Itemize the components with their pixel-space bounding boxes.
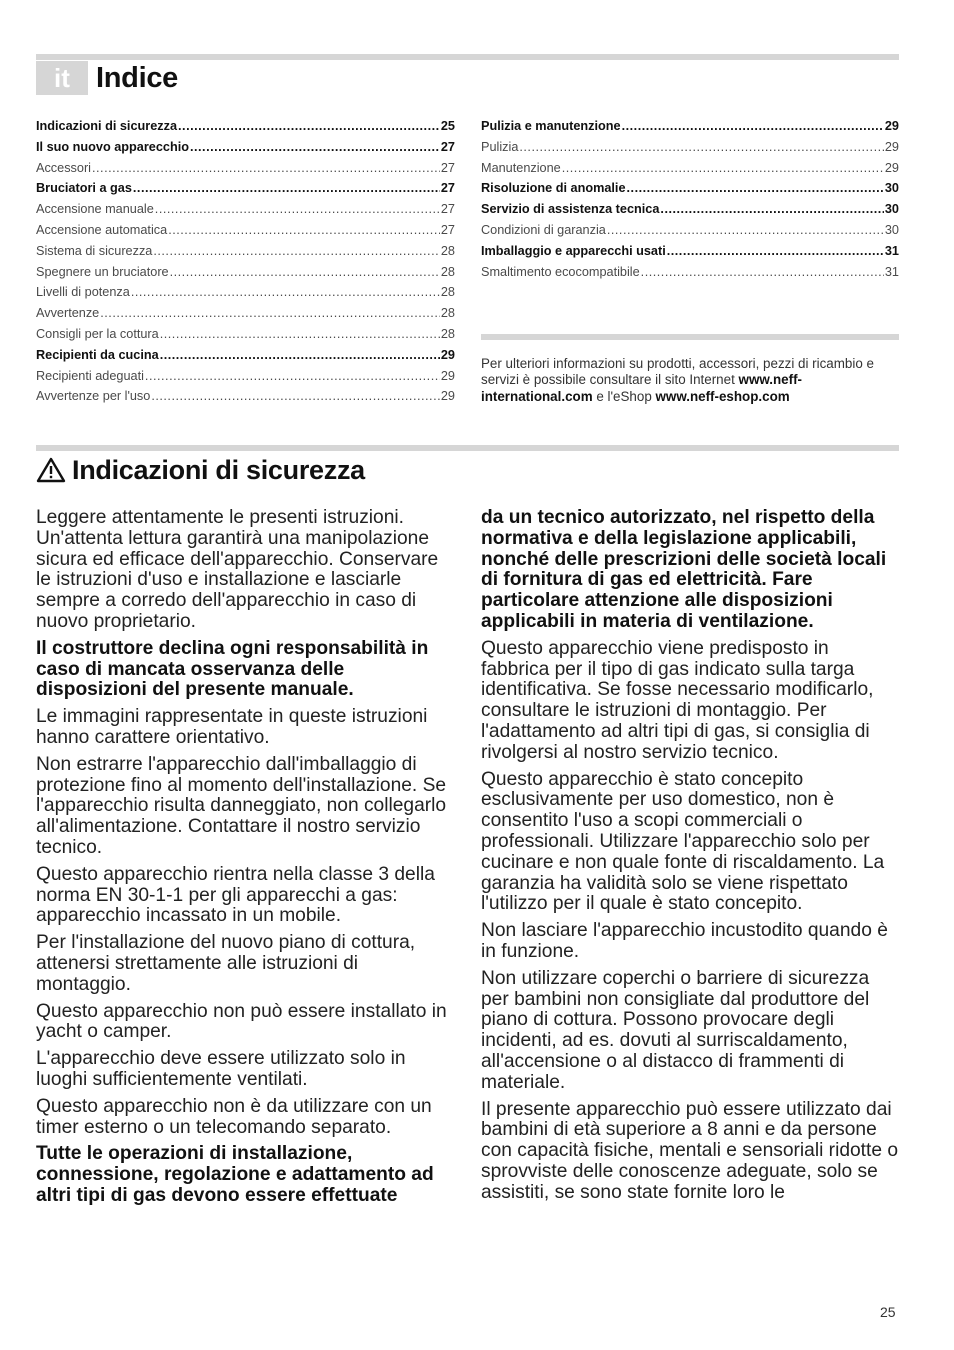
toc-dot-leader [168, 220, 440, 241]
toc-entry[interactable] [36, 158, 455, 179]
page-title: Indice [96, 62, 178, 94]
toc-entry-page: 28 [440, 264, 455, 279]
toc-left-column [36, 116, 455, 407]
toc-entry-page: 27 [440, 139, 455, 154]
toc-entry[interactable] [481, 262, 899, 283]
info-text-1: Per ulteriori informazioni su prodotti, accessori, pezzi di ricambio e servizi è possibile consultare il sito Internet [481, 356, 874, 388]
safety-paragraph: Questo apparecchio non può essere installato in yacht o camper. [36, 1000, 447, 1043]
toc-entry-title: Indicazioni di sicurezza [36, 119, 178, 133]
safety-paragraph: Tutte le operazioni di installazione, connessione, regolazione e adattamento ad altri tipi di gas devono essere effettuate [36, 1143, 434, 1206]
toc-entry-title: Condizioni di garanzia [481, 222, 606, 237]
safety-paragraph: Il costruttore declina ogni responsabilità in caso di mancata osservanza delle disposizioni del presente manuale. [36, 637, 429, 701]
info-text-2: e l'eShop [596, 388, 652, 404]
toc-entry-page: 29 [884, 139, 899, 154]
toc-entry-title: Risoluzione di anomalie [481, 181, 626, 196]
toc-dot-leader [641, 262, 884, 283]
toc-entry-page: 29 [440, 368, 455, 383]
toc-entry-page: 29 [884, 160, 899, 175]
toc-right-column [481, 116, 899, 282]
toc-entry-page: 28 [440, 243, 455, 258]
toc-entry[interactable] [36, 386, 455, 407]
toc-dot-leader [155, 199, 440, 220]
toc-entry[interactable] [36, 199, 455, 220]
toc-entry-title: Recipienti adeguati [36, 368, 144, 383]
toc-entry-page: 31 [884, 243, 899, 258]
toc-entry-title: Il suo nuovo apparecchio [36, 139, 189, 154]
toc-dot-leader [92, 158, 440, 179]
toc-entry[interactable] [36, 366, 455, 387]
toc-entry[interactable] [36, 262, 455, 283]
safety-paragraph: Le immagini rappresentate in queste istruzioni hanno carattere orientativo. [36, 706, 428, 748]
info-note [481, 356, 899, 405]
toc-dot-leader [160, 324, 440, 345]
toc-dot-leader [190, 137, 440, 158]
warning-triangle-icon [36, 457, 66, 483]
toc-entry[interactable] [481, 158, 899, 179]
safety-paragraph: Non estrarre l'apparecchio dall'imballaggio di protezione fino al momento dell'installazione. Se l'apparecchio risulta danneggiato, non collegarlo all'alimentazione. Contattare il nostro servizio tecnico. [36, 753, 447, 858]
toc-entry-page: 29 [440, 389, 455, 404]
toc-dot-leader [627, 178, 884, 199]
toc-entry[interactable] [36, 178, 455, 199]
toc-entry-title: Smaltimento ecocompatibile [481, 264, 640, 279]
safety-paragraph: Il presente apparecchio può essere utilizzato dai bambini di età superiore a 8 anni e da persone con capacità fisiche, mentali e sensoriali ridotte o sprovviste delle conoscenze adeguate, solo se assistiti, se sono state fornite loro le [481, 1098, 899, 1203]
toc-entry[interactable] [481, 241, 899, 262]
toc-entry-page: 27 [440, 160, 455, 175]
toc-entry[interactable] [36, 241, 455, 262]
toc-dot-leader [100, 303, 440, 324]
toc-entry-page: 28 [440, 285, 455, 300]
safety-paragraph: Questo apparecchio viene predisposto in fabbrica per il tipo di gas indicato sulla targa identificativa. Se fosse necessario modificarlo, consultare le istruzioni di montaggio. Per l'adattamento ad altri tipi di gas, si consiglia di rivolgersi al nostro servizio tecnico. [481, 637, 874, 763]
toc-entry-title: Pulizia [481, 139, 519, 154]
safety-title: Indicazioni di sicurezza [72, 455, 365, 485]
toc-entry[interactable] [481, 199, 899, 220]
safety-left-column [36, 508, 456, 1213]
toc-entry-title: Manutenzione [481, 160, 561, 175]
toc-entry[interactable] [36, 137, 455, 158]
toc-entry-title: Bruciatori a gas [36, 181, 132, 196]
toc-dot-leader [170, 262, 440, 283]
toc-entry[interactable] [36, 324, 455, 345]
toc-entry[interactable] [36, 282, 455, 303]
toc-entry-title: Avvertenze [36, 306, 100, 321]
toc-entry[interactable] [481, 178, 899, 199]
safety-paragraph: Leggere attentamente le presenti istruzioni. Un'attenta lettura garantirà una manipolazione sicura ed efficace dell'apparecchio. Conservare le istruzioni d'uso e installazione e lasciarle sempre a corredo dell'apparecchio in caso di nuovo proprietario. [36, 507, 439, 632]
toc-entry-page: 27 [440, 222, 455, 237]
toc-entry-page: 30 [884, 222, 899, 237]
safety-paragraph: Non utilizzare coperchi o barriere di sicurezza per bambini non consigliate dal produttore del piano di cottura. Possono provocare degli incidenti, ad es. dovuti al surriscaldamento, all'accensione o al distacco di frammenti di materiale. [481, 967, 870, 1093]
toc-entry-page: 27 [440, 181, 455, 196]
toc-entry[interactable] [481, 137, 899, 158]
toc-dot-leader [562, 158, 884, 179]
language-badge: it [36, 61, 88, 95]
safety-heading [36, 452, 365, 488]
safety-paragraph: Questo apparecchio non è da utilizzare con un timer esterno o un telecomando separato. [36, 1095, 432, 1138]
toc-entry-page: 28 [440, 306, 455, 321]
toc-dot-leader [660, 199, 883, 220]
toc-dot-leader [151, 386, 440, 407]
toc-entry-title: Accensione automatica [36, 222, 168, 237]
toc-entry[interactable] [36, 303, 455, 324]
info-link-international[interactable]: www.neff-international.com [481, 372, 803, 404]
toc-entry-title: Servizio di assistenza tecnica [481, 202, 660, 217]
toc-entry-page: 30 [884, 202, 899, 217]
toc-entry-page: 29 [440, 347, 455, 362]
toc-entry[interactable] [36, 220, 455, 241]
toc-entry-page: 27 [440, 202, 455, 217]
safety-paragraph: L'apparecchio deve essere utilizzato solo in luoghi sufficientemente ventilati. [36, 1048, 406, 1090]
toc-entry-title: Livelli di potenza [36, 285, 130, 300]
toc-entry-title: Accensione manuale [36, 202, 154, 217]
section-rule [36, 445, 899, 451]
toc-dot-leader [145, 366, 440, 387]
info-rule [481, 334, 899, 340]
toc-entry[interactable] [36, 116, 455, 137]
safety-paragraph: Questo apparecchio è stato concepito esclusivamente per uso domestico, non è consentito l'uso a scopi commerciali o professionali. Utilizzare l'apparecchio solo per cucinare e non quale fonte di riscaldamento. La garanzia ha validità solo se viene rispettato l'utilizzo per il quale è stato concepito. [481, 768, 885, 915]
toc-dot-leader [607, 220, 884, 241]
toc-entry-title: Accessori [36, 160, 91, 175]
toc-entry-page: 25 [440, 119, 455, 133]
toc-entry-page: 30 [884, 181, 899, 196]
toc-entry-title: Recipienti da cucina [36, 347, 159, 362]
safety-paragraph: Per l'installazione del nuovo piano di cottura, attenersi strettamente alle istruzioni di montaggio. [36, 932, 416, 995]
toc-entry[interactable] [36, 345, 455, 366]
toc-entry[interactable] [481, 220, 899, 241]
safety-paragraph: da un tecnico autorizzato, nel rispetto della normativa e della legislazione applicabili, nonché delle prescrizioni delle società locali di fornitura di gas ed elettricità. Fare particolare attenzione alle disposizioni applicabili in materia di ventilazione. [481, 507, 887, 632]
toc-entry[interactable] [481, 116, 899, 137]
safety-right-column [481, 508, 899, 1210]
toc-dot-leader [667, 241, 884, 262]
toc-entry-page: 29 [884, 119, 899, 133]
toc-dot-leader [153, 241, 440, 262]
safety-paragraph: Questo apparecchio rientra nella classe 3 della norma EN 30-1-1 per gli apparecchi a gas: apparecchio incassato in un mobile. [36, 863, 435, 927]
toc-entry-page: 31 [884, 264, 899, 279]
page-number: 25 [880, 1304, 896, 1320]
toc-dot-leader [160, 345, 440, 366]
toc-entry-title: Spegnere un bruciatore [36, 264, 169, 279]
toc-entry-page: 28 [440, 326, 455, 341]
info-link-eshop[interactable]: www.neff-eshop.com [655, 388, 790, 404]
toc-dot-leader [133, 178, 440, 199]
toc-entry-title: Avvertenze per l'uso [36, 389, 151, 404]
safety-paragraph: Non lasciare l'apparecchio incustodito quando è in funzione. [481, 920, 888, 962]
toc-dot-leader [622, 116, 884, 137]
toc-entry-title: Pulizia e manutenzione [481, 119, 621, 133]
toc-entry-title: Consigli per la cottura [36, 326, 159, 341]
toc-dot-leader [178, 116, 440, 137]
toc-dot-leader [519, 137, 884, 158]
toc-entry-title: Imballaggio e apparecchi usati [481, 243, 666, 258]
toc-entry-title: Sistema di sicurezza [36, 243, 153, 258]
toc-dot-leader [131, 282, 440, 303]
